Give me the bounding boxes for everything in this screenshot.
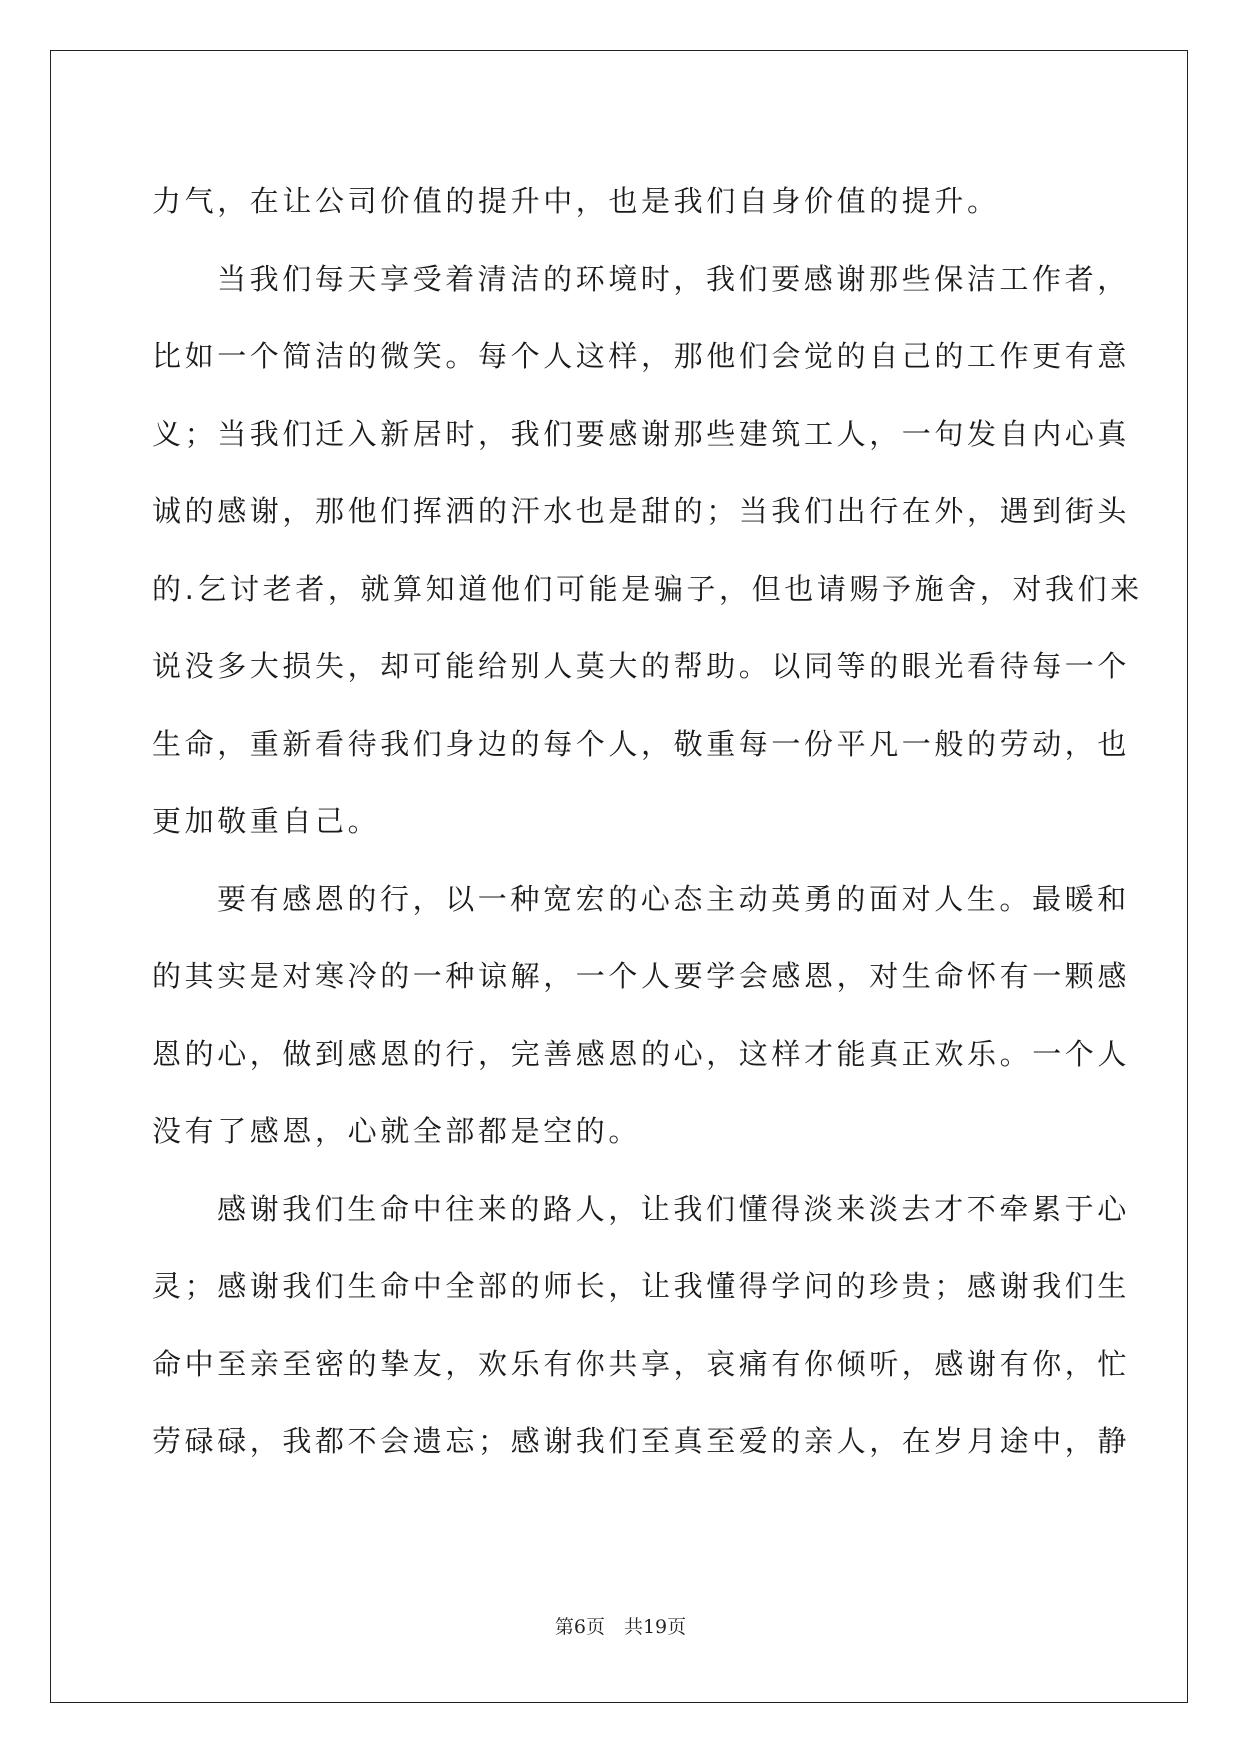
text-line: 命中至亲至密的挚友，欢乐有你共享，哀痛有你倾听，感谢有你，忙 [152,1346,1131,1381]
text-line: 劳碌碌，我都不会遗忘；感谢我们至真至爱的亲人，在岁月途中，静 [152,1424,1131,1458]
text-line: 感谢我们生命中往来的路人，让我们懂得淡来淡去才不牵累于心 [217,1191,1130,1226]
text-line: 说没多大损失，却可能给别人莫大的帮助。以同等的眼光看待每一个 [152,649,1131,683]
text-line: 义；当我们迁入新居时，我们要感谢那些建筑工人，一句发自内心真 [152,416,1131,451]
text-line: 灵；感谢我们生命中全部的师长，让我懂得学问的珍贵；感谢我们生 [152,1269,1131,1303]
text-line: 更加敬重自己。 [152,804,381,838]
text-line: 的.乞讨老者，就算知道他们可能是骗子，但也请赐予施舍，对我们来 [152,571,1143,606]
text-line: 生命，重新看待我们身边的每个人，敬重每一份平凡一般的劳动，也 [152,726,1131,761]
text-line: 没有了感恩，心就全部都是空的。 [152,1114,642,1148]
text-line: 要有感恩的行，以一种宽宏的心态主动英勇的面对人生。最暖和 [217,881,1130,916]
text-line: 恩的心，做到感恩的行，完善感恩的心，这样才能真正欢乐。一个人 [152,1036,1131,1071]
text-line: 当我们每天享受着清洁的环境时，我们要感谢那些保洁工作者， [217,261,1130,296]
text-line: 比如一个简洁的微笑。每个人这样，那他们会觉的自己的工作更有意 [152,339,1131,373]
page-footer: 第6页 共19页 [554,1616,687,1638]
text-line: 诚的感谢，那他们挥洒的汗水也是甜的；当我们出行在外，遇到街头 [152,494,1131,528]
text-line: 力气，在让公司价值的提升中，也是我们自身价值的提升。 [152,184,1000,218]
text-line: 的其实是对寒冷的一种谅解，一个人要学会感恩，对生命怀有一颗感 [152,959,1131,993]
document-body [152,163,1143,1481]
